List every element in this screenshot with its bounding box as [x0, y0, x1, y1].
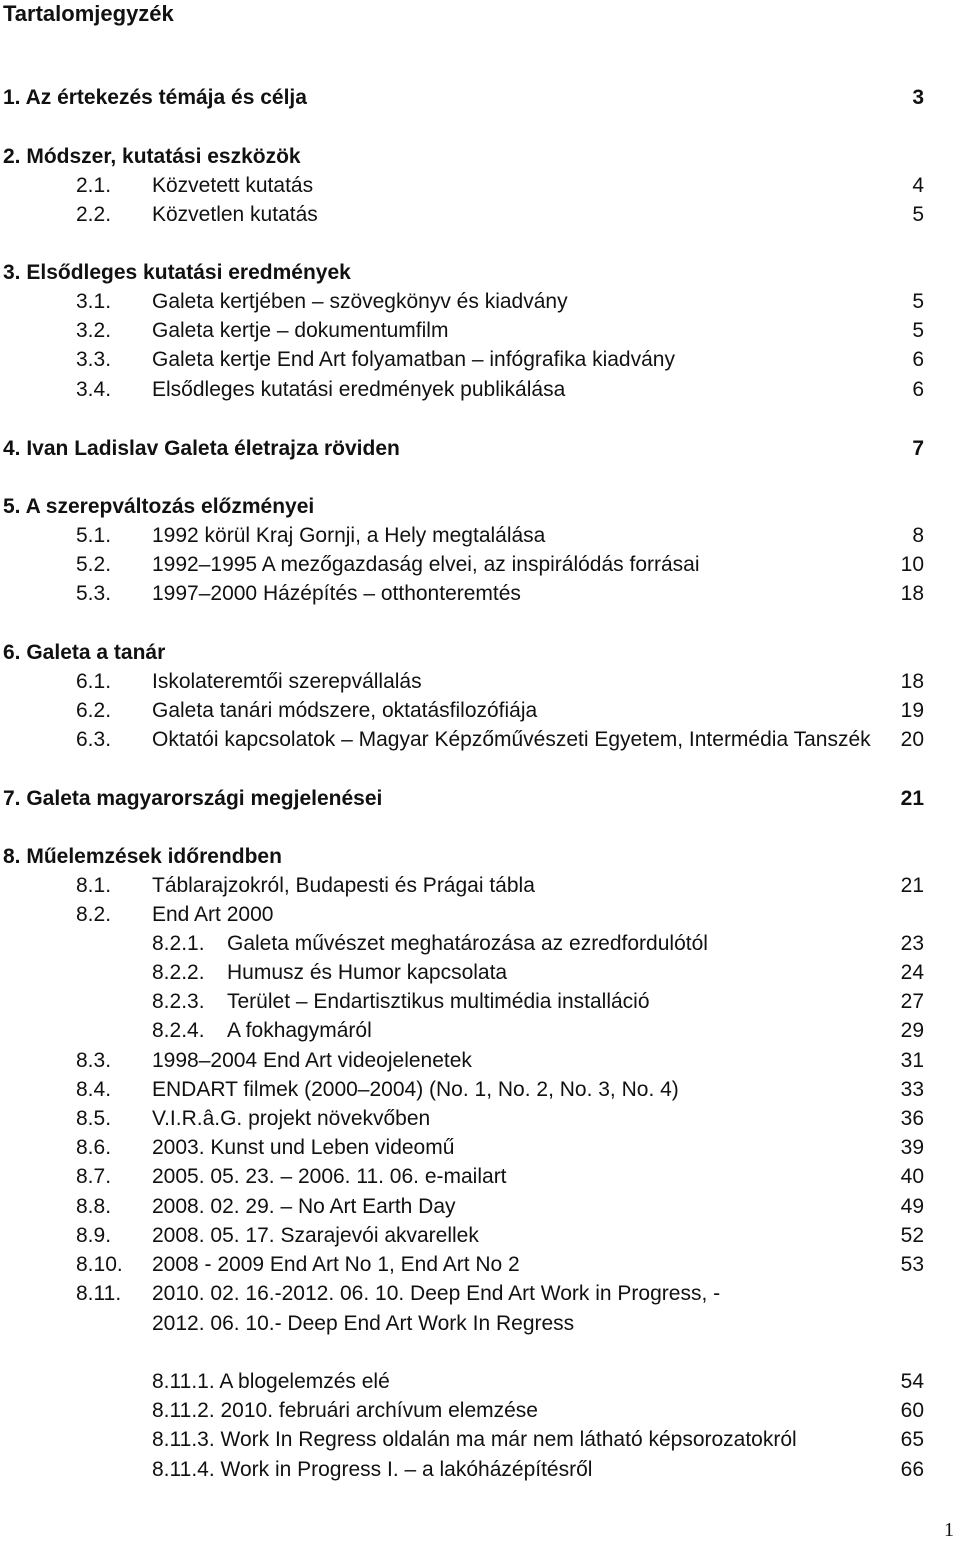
toc-entry-title: 4. Ivan Ladislav Galeta életrajza röviden — [3, 437, 400, 460]
toc-entry-number: 8.6. — [76, 1136, 112, 1159]
toc-entry-number: 8.3. — [76, 1049, 112, 1072]
toc-entry-title: 8.11.2. 2010. februári archívum elemzése — [152, 1399, 538, 1422]
toc-entry-number: 3.1. — [76, 290, 112, 313]
toc-entry-page: 60 — [900, 1399, 924, 1422]
toc-entry-title: Közvetett kutatás — [152, 174, 314, 197]
toc-entry — [0, 1456, 960, 1484]
toc-entry-title: Humusz és Humor kapcsolata — [227, 961, 508, 984]
toc-entry-page: 18 — [900, 582, 924, 605]
toc-entry — [0, 1017, 960, 1045]
toc-entry — [0, 726, 960, 754]
toc-entry-page: 31 — [900, 1049, 924, 1072]
toc-entry — [0, 201, 960, 229]
toc-entry-title: Galeta tanári módszere, oktatásfilozófiája — [152, 699, 538, 722]
toc-entry-title: Elsődleges kutatási eredmények publikálása — [152, 378, 566, 401]
toc-entry-page: 27 — [900, 990, 924, 1013]
toc-entry-title: 8.11.1. A blogelemzés elé — [152, 1370, 390, 1393]
toc-entry-number: 8.1. — [76, 874, 112, 897]
toc-entry — [0, 1163, 960, 1191]
toc-entry-number: 6.2. — [76, 699, 112, 722]
toc-entry — [0, 901, 960, 929]
toc-entry — [0, 1368, 960, 1396]
toc-entry-number: 3.4. — [76, 378, 112, 401]
toc-entry-number: 8.5. — [76, 1107, 112, 1130]
toc-entry-title: Oktatói kapcsolatok – Magyar Képzőművészeti Egyetem, Intermédia Tanszék — [152, 728, 871, 751]
toc-entry-page: 65 — [900, 1428, 924, 1451]
toc-entry-page: 10 — [900, 553, 924, 576]
toc-entry-number: 5.2. — [76, 553, 112, 576]
toc-entry-title: 1. Az értekezés témája és célja — [3, 86, 307, 109]
toc-entry-page: 21 — [900, 787, 924, 810]
toc-entry-page: 21 — [900, 874, 924, 897]
toc-entry-page: 33 — [900, 1078, 924, 1101]
toc-entry-title: 2. Módszer, kutatási eszközök — [3, 145, 301, 168]
page-title: Tartalomjegyzék — [3, 1, 174, 26]
toc-entry — [0, 435, 960, 463]
toc-entry — [0, 1105, 960, 1133]
toc-entry-title: Galeta művészet meghatározása az ezredfordulótól — [227, 932, 708, 955]
toc-entry-title: 2005. 05. 23. – 2006. 11. 06. e-mailart — [152, 1165, 507, 1188]
toc-entry-title: 2008 - 2009 End Art No 1, End Art No 2 — [152, 1253, 520, 1276]
toc-entry-page: 3 — [912, 86, 924, 109]
toc-entry-title: 1997–2000 Házépítés – otthonteremtés — [152, 582, 521, 605]
toc-entry-number: 3.3. — [76, 348, 112, 371]
toc-entry-number: 8.10. — [76, 1253, 123, 1276]
page-number: 1 — [944, 1519, 954, 1541]
toc-entry-number: 8.4. — [76, 1078, 112, 1101]
toc-entry-title: ENDART filmek (2000–2004) (No. 1, No. 2, No. 3, No. 4) — [152, 1078, 679, 1101]
toc-entry-number: 8.7. — [76, 1165, 112, 1188]
toc-entry — [0, 522, 960, 550]
toc-entry — [0, 1076, 960, 1104]
toc-entry-page: 53 — [900, 1253, 924, 1276]
toc-entry — [0, 317, 960, 345]
toc-entry-page: 24 — [900, 961, 924, 984]
toc-entry — [0, 143, 960, 171]
toc-entry-title: 7. Galeta magyarországi megjelenései — [3, 787, 383, 810]
toc-entry-title: Terület – Endartisztikus multimédia installáció — [227, 990, 650, 1013]
toc-entry — [0, 668, 960, 696]
toc-entry — [0, 930, 960, 958]
toc-entry — [0, 288, 960, 316]
toc-entry-page: 7 — [912, 437, 924, 460]
toc-entry-page: 6 — [912, 378, 924, 401]
toc-entry-number: 8.2.4. — [152, 1019, 205, 1042]
toc-entry — [0, 1397, 960, 1425]
toc-entry-title: 8.11.3. Work In Regress oldalán ma már nem látható képsorozatokról — [152, 1428, 797, 1451]
toc-entry-page: 5 — [912, 319, 924, 342]
toc-entry-page: 18 — [900, 670, 924, 693]
toc-entry-number: 8.11. — [76, 1282, 122, 1305]
toc-entry-page: 36 — [900, 1107, 924, 1130]
toc-entry-title: 6. Galeta a tanár — [3, 641, 166, 664]
toc-entry-page: 29 — [900, 1019, 924, 1042]
toc-entry-title: 2012. 06. 10.- Deep End Art Work In Regress — [152, 1312, 575, 1335]
toc-entry-title: End Art 2000 — [152, 903, 274, 926]
toc-entry-page: 40 — [900, 1165, 924, 1188]
toc-entry-title: 8.11.4. Work in Progress I. – a lakóházépítésről — [152, 1458, 593, 1481]
toc-entry — [0, 551, 960, 579]
toc-entry-page: 20 — [900, 728, 924, 751]
toc-entry — [0, 1047, 960, 1075]
toc-entry — [0, 346, 960, 374]
toc-entry-number: 8.2.1. — [152, 932, 205, 955]
toc-entry — [0, 697, 960, 725]
toc-entry-title: Galeta kertje – dokumentumfilm — [152, 319, 449, 342]
toc-entry-title: V.I.R.â.G. projekt növekvőben — [152, 1107, 431, 1130]
toc-entry — [0, 1426, 960, 1454]
toc-entry-number: 6.1. — [76, 670, 112, 693]
toc-entry-title: Galeta kertjében – szövegkönyv és kiadvány — [152, 290, 568, 313]
toc-entry-title: 1992 körül Kraj Gornji, a Hely megtalálása — [152, 524, 546, 547]
toc-entry — [0, 988, 960, 1016]
toc-entry — [0, 1280, 960, 1308]
toc-entry-title: 3. Elsődleges kutatási eredmények — [3, 261, 351, 284]
toc-entry-page: 4 — [912, 174, 924, 197]
toc-entry — [0, 639, 960, 667]
toc-entry-number: 3.2. — [76, 319, 112, 342]
toc-entry-title: 1998–2004 End Art videojelenetek — [152, 1049, 472, 1072]
toc-entry — [0, 84, 960, 112]
toc-entry-page: 5 — [912, 290, 924, 313]
toc-entry — [0, 843, 960, 871]
toc-entry — [0, 872, 960, 900]
toc-entry — [0, 259, 960, 287]
toc-entry — [0, 785, 960, 813]
toc-entry-title: 2010. 02. 16.-2012. 06. 10. Deep End Art Work in Progress, - — [152, 1282, 721, 1305]
toc-entry-title: Táblarajzokról, Budapesti és Prágai tábla — [152, 874, 535, 897]
toc-entry — [0, 1251, 960, 1279]
toc-entry-title: Iskolateremtői szerepvállalás — [152, 670, 422, 693]
toc-entry-title: 8. Műelemzések időrendben — [3, 845, 282, 868]
toc-entry — [0, 172, 960, 200]
toc-entry-title: A fokhagymáról — [227, 1019, 372, 1042]
toc-entry — [0, 959, 960, 987]
toc-entry-title: 2003. Kunst und Leben videomű — [152, 1136, 455, 1159]
toc-entry — [0, 376, 960, 404]
toc-entry — [0, 1310, 960, 1338]
toc-entry-page: 6 — [912, 348, 924, 371]
toc-entry-page: 49 — [900, 1195, 924, 1218]
toc-entry-number: 8.2.2. — [152, 961, 205, 984]
toc-entry-title: 2008. 05. 17. Szarajevói akvarellek — [152, 1224, 479, 1247]
toc-entry-number: 5.1. — [76, 524, 112, 547]
toc-entry-page: 54 — [900, 1370, 924, 1393]
toc-entry-number: 8.8. — [76, 1195, 112, 1218]
toc-entry-number: 2.2. — [76, 203, 112, 226]
toc-entry-title: 1992–1995 A mezőgazdaság elvei, az inspirálódás forrásai — [152, 553, 700, 576]
toc-entry-title: Galeta kertje End Art folyamatban – infógrafika kiadvány — [152, 348, 675, 371]
toc-entry-title: 2008. 02. 29. – No Art Earth Day — [152, 1195, 456, 1218]
toc-entry-page: 23 — [900, 932, 924, 955]
toc-entry-title: Közvetlen kutatás — [152, 203, 318, 226]
toc-entry-page: 8 — [912, 524, 924, 547]
toc-entry — [0, 580, 960, 608]
toc-entry-page: 39 — [900, 1136, 924, 1159]
toc-entry-page: 19 — [900, 699, 924, 722]
toc-entry-number: 2.1. — [76, 174, 112, 197]
toc-entry — [0, 1134, 960, 1162]
toc-entry — [0, 1222, 960, 1250]
toc-entry — [0, 1193, 960, 1221]
toc-entry-number: 5.3. — [76, 582, 112, 605]
toc-entry — [0, 493, 960, 521]
toc-entry-number: 6.3. — [76, 728, 112, 751]
toc-entry-title: 5. A szerepváltozás előzményei — [3, 495, 315, 518]
toc-entry-number: 8.2.3. — [152, 990, 205, 1013]
toc-entry-number: 8.2. — [76, 903, 112, 926]
toc-entry-page: 66 — [900, 1458, 924, 1481]
toc-entry-page: 5 — [912, 203, 924, 226]
toc-entry-number: 8.9. — [76, 1224, 112, 1247]
toc-entry-page: 52 — [900, 1224, 924, 1247]
